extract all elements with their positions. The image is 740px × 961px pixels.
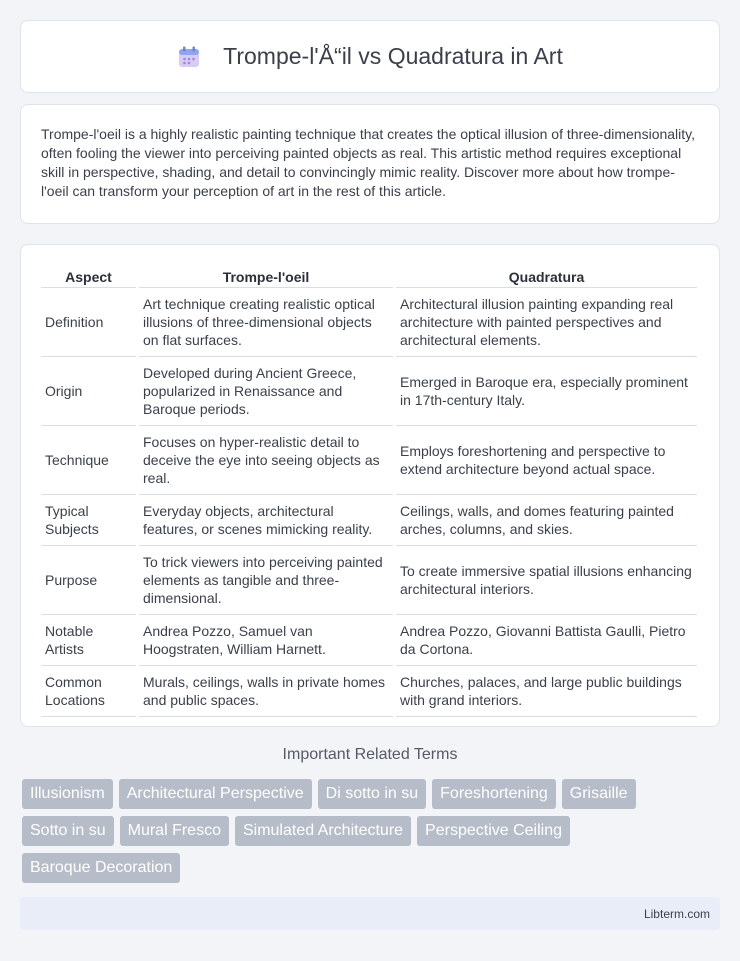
column-header: Trompe-l'oeil [139,263,393,288]
page-title: Trompe-l'Å“il vs Quadratura in Art [223,43,563,69]
intro-section [20,104,720,224]
related-terms-list [22,779,722,890]
term-tag[interactable]: Foreshortening [432,779,556,809]
table-cell: Ceilings, walls, and domes featuring painted arches, columns, and skies. [396,495,697,546]
table-cell: Employs foreshortening and perspective to extend architecture beyond actual space. [396,426,697,495]
term-tag[interactable]: Simulated Architecture [235,816,411,846]
table-cell: Purpose [41,546,136,615]
table-cell: Murals, ceilings, walls in private homes and public spaces. [139,666,393,717]
table-cell: Technique [41,426,136,495]
term-tag[interactable]: Architectural Perspective [119,779,312,809]
comparison-table [38,263,700,717]
table-cell: Andrea Pozzo, Samuel van Hoogstraten, William Harnett. [139,615,393,666]
table-cell: Everyday objects, architectural features, or scenes mimicking reality. [139,495,393,546]
table-row [41,546,697,615]
page-header [20,20,720,93]
term-tag[interactable]: Perspective Ceiling [417,816,570,846]
table-cell: Developed during Ancient Greece, popularized in Renaissance and Baroque periods. [139,357,393,426]
related-terms-title: Important Related Terms [282,746,458,763]
column-header: Aspect [41,263,136,288]
table-cell: Origin [41,357,136,426]
term-tag[interactable]: Illusionism [22,779,113,809]
calendar-icon [177,44,203,70]
term-tag[interactable]: Baroque Decoration [22,853,180,883]
table-cell: Common Locations [41,666,136,717]
table-cell: Emerged in Baroque era, especially prominent in 17th-century Italy. [396,357,697,426]
comparison-table-card [20,244,720,727]
table-row [41,495,697,546]
table-row [41,288,697,357]
table-row [41,615,697,666]
table-cell: To create immersive spatial illusions enhancing architectural interiors. [396,546,697,615]
term-tag[interactable]: Sotto in su [22,816,114,846]
footer-site-link[interactable]: Libterm.com [643,906,710,921]
table-cell: Definition [41,288,136,357]
table-row [41,666,697,717]
table-cell: Architectural illusion painting expanding real architecture with painted perspectives and architectural elements. [396,288,697,357]
table-cell: Typical Subjects [41,495,136,546]
term-tag[interactable]: Mural Fresco [120,816,229,846]
table-header-row [41,263,697,288]
table-cell: Notable Artists [41,615,136,666]
table-row [41,357,697,426]
intro-text: Trompe-l'oeil is a highly realistic painting technique that creates the optical illusion of three-dimensionality, often fooling the viewer into perceiving painted objects as real. This artistic method requires exceptional skill in perspective, shading, and detail to convincingly mimic reality. Discover more about how trompe-l'oeil can transform your perception of art in the rest of this article. [41,126,696,199]
table-cell: Churches, palaces, and large public buildings with grand interiors. [396,666,697,717]
table-cell: Focuses on hyper-realistic detail to deceive the eye into seeing objects as real. [139,426,393,495]
column-header: Quadratura [396,263,697,288]
table-cell: Andrea Pozzo, Giovanni Battista Gaulli, Pietro da Cortona. [396,615,697,666]
page-footer [20,897,720,930]
term-tag[interactable]: Grisaille [562,779,636,809]
table-cell: Art technique creating realistic optical illusions of three-dimensional objects on flat surfaces. [139,288,393,357]
table-cell: To trick viewers into perceiving painted elements as tangible and three-dimensional. [139,546,393,615]
table-row [41,426,697,495]
term-tag[interactable]: Di sotto in su [318,779,426,809]
